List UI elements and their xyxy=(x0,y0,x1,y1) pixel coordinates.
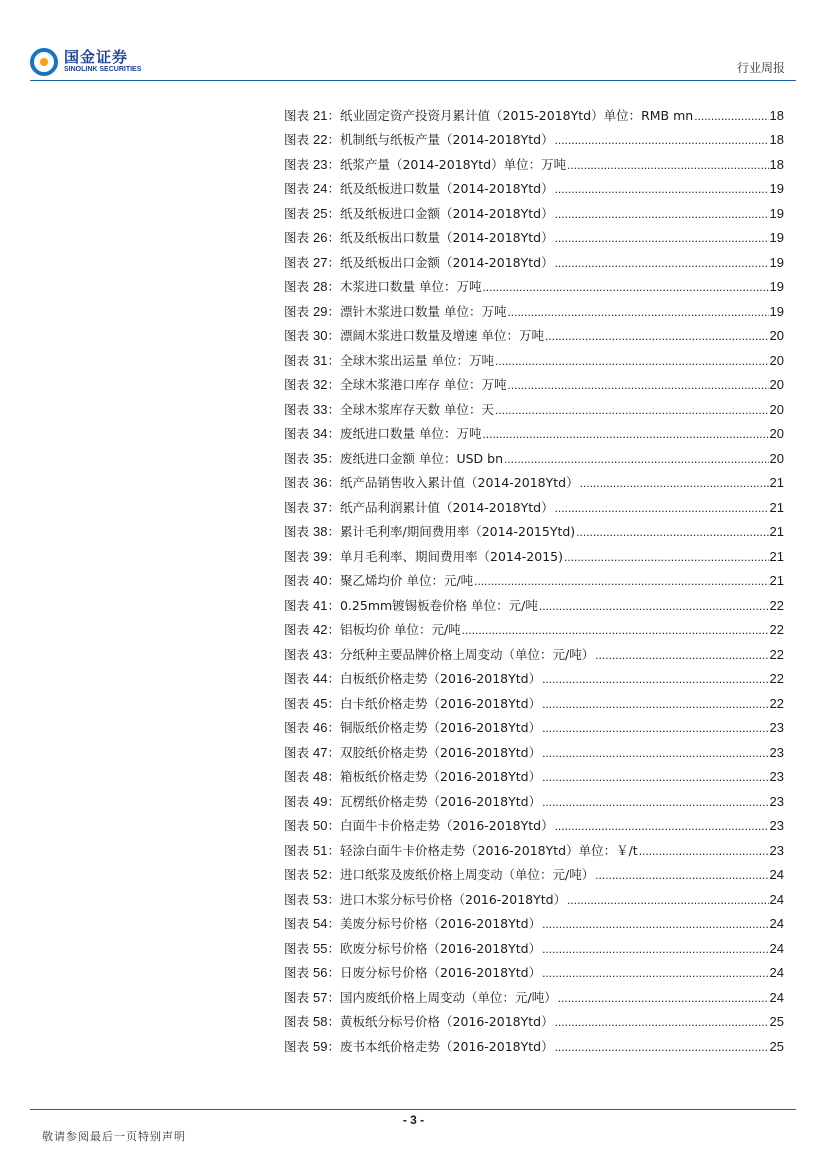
toc-entry[interactable] xyxy=(284,443,784,468)
toc-entry[interactable] xyxy=(284,615,784,640)
toc-entry[interactable] xyxy=(284,762,784,787)
toc-entry-page: 25 xyxy=(769,1038,784,1054)
toc-entry-title: 纸及纸板出口金额（2014-2018Ytd） xyxy=(339,254,554,270)
toc-entry-label: 图表 xyxy=(284,156,310,172)
toc-entry-leader xyxy=(595,866,768,884)
toc-entry[interactable] xyxy=(284,933,784,958)
toc-entry-label: 图表 xyxy=(284,352,310,368)
toc-entry-page: 22 xyxy=(769,695,784,711)
toc-entry-heading: 图表 59：废书本纸价格走势（2016-2018Ytd） xyxy=(284,1038,554,1054)
toc-entry-heading: 图表 28：木浆进口数量 单位：万吨 xyxy=(284,279,482,294)
toc-entry-leader xyxy=(545,327,769,345)
toc-entry-title: 瓦楞纸价格走势（2016-2018Ytd） xyxy=(339,793,542,809)
toc-entry-title: 漂阔木浆进口数量及增速 单位：万吨 xyxy=(339,328,544,343)
toc-entry[interactable] xyxy=(284,713,784,738)
toc-entry-title: 废书本纸价格走势（2016-2018Ytd） xyxy=(339,1038,554,1054)
toc-entry[interactable] xyxy=(284,394,784,419)
toc-entry-title: 铝板均价 单位：元/吨 xyxy=(339,622,461,637)
toc-entry-label: 图表 xyxy=(284,401,310,417)
toc-entry-leader xyxy=(580,474,769,492)
toc-entry-leader xyxy=(694,107,768,125)
toc-entry-label: 图表 xyxy=(284,940,310,956)
toc-entry-title: 机制纸与纸板产量（2014-2018Ytd） xyxy=(339,132,554,147)
toc-entry[interactable] xyxy=(284,198,784,223)
toc-entry-title: 全球木浆港口库存 单位：万吨 xyxy=(339,377,507,392)
toc-entry-page: 20 xyxy=(769,377,784,392)
toc-entry-title: 纸及纸板进口数量（2014-2018Ytd） xyxy=(339,181,554,196)
toc-entry[interactable] xyxy=(284,321,784,346)
toc-entry[interactable] xyxy=(284,639,784,664)
toc-entry-heading: 图表 24：纸及纸板进口数量（2014-2018Ytd） xyxy=(284,181,554,196)
toc-entry-number: 38 xyxy=(313,524,328,539)
toc-entry-page: 22 xyxy=(769,597,784,613)
toc-entry-heading: 图表 54：美废分标号价格（2016-2018Ytd） xyxy=(284,916,542,931)
toc-entry[interactable] xyxy=(284,468,784,493)
toc-entry[interactable] xyxy=(284,272,784,297)
toc-entry-label: 图表 xyxy=(284,1038,310,1054)
toc-entry-number: 41 xyxy=(313,597,328,613)
toc-entry-number: 30 xyxy=(313,328,328,343)
toc-entry-page: 19 xyxy=(769,230,784,245)
toc-entry-page: 22 xyxy=(769,622,784,637)
toc-entry-label: 图表 xyxy=(284,818,310,833)
toc-entry[interactable] xyxy=(284,296,784,321)
toc-entry-page: 19 xyxy=(769,254,784,270)
toc-entry-label: 图表 xyxy=(284,867,310,882)
toc-entry-heading: 图表 31：全球木浆出运量 单位：万吨 xyxy=(284,352,494,368)
toc-entry-title: 纸及纸板进口金额（2014-2018Ytd） xyxy=(339,205,554,221)
toc-entry[interactable] xyxy=(284,174,784,199)
toc-entry[interactable] xyxy=(284,149,784,174)
toc-entry-leader xyxy=(595,646,768,664)
toc-entry[interactable] xyxy=(284,345,784,370)
toc-entry-heading: 图表 47：双胶纸价格走势（2016-2018Ytd） xyxy=(284,744,542,760)
toc-entry-label: 图表 xyxy=(284,230,310,245)
toc-entry-title: 漂针木浆进口数量 单位：万吨 xyxy=(339,303,507,319)
table-of-figures xyxy=(284,100,784,1056)
toc-entry-number: 59 xyxy=(313,1038,328,1054)
toc-entry-number: 48 xyxy=(313,769,328,784)
toc-entry-page: 20 xyxy=(769,426,784,441)
toc-entry-page: 21 xyxy=(769,548,784,564)
toc-entry-title: 纸业固定资产投资月累计值（2015-2018Ytd）单位：RMB mn xyxy=(339,107,694,123)
toc-entry-leader xyxy=(482,278,768,296)
toc-entry-title: 聚乙烯均价 单位：元/吨 xyxy=(339,573,474,588)
toc-entry-leader xyxy=(555,205,769,223)
toc-entry-heading: 图表 55：欧废分标号价格（2016-2018Ytd） xyxy=(284,940,542,956)
toc-entry-leader xyxy=(482,425,768,443)
toc-entry-page: 19 xyxy=(769,181,784,196)
toc-entry-number: 25 xyxy=(313,205,328,221)
toc-entry-label: 图表 xyxy=(284,965,310,980)
toc-entry-title: 轻涂白面牛卡价格走势（2016-2018Ytd）单位：￥/t xyxy=(339,842,638,858)
page-number: - 3 - xyxy=(402,1113,425,1127)
toc-entry-leader xyxy=(542,695,768,713)
toc-entry[interactable] xyxy=(284,125,784,150)
toc-entry-heading: 图表 33：全球木浆库存天数 单位：天 xyxy=(284,401,494,417)
toc-entry-number: 23 xyxy=(313,156,328,172)
toc-entry[interactable] xyxy=(284,1007,784,1032)
toc-entry-title: 全球木浆出运量 单位：万吨 xyxy=(339,352,494,368)
toc-entry-label: 图表 xyxy=(284,205,310,221)
toc-entry[interactable] xyxy=(284,492,784,517)
toc-entry-title: 美废分标号价格（2016-2018Ytd） xyxy=(339,916,542,931)
toc-entry-heading: 图表 49：瓦楞纸价格走势（2016-2018Ytd） xyxy=(284,793,542,809)
toc-entry-leader xyxy=(507,303,768,321)
toc-entry-heading: 图表 43：分纸种主要品牌价格上周变动（单位：元/吨） xyxy=(284,646,595,662)
toc-entry-page: 23 xyxy=(769,769,784,784)
logo-english-name: SINOLINK SECURITIES xyxy=(64,66,142,73)
toc-entry-heading: 图表 26：纸及纸板出口数量（2014-2018Ytd） xyxy=(284,230,554,245)
toc-entry-page: 23 xyxy=(769,842,784,858)
toc-entry-leader xyxy=(564,548,769,566)
toc-entry-label: 图表 xyxy=(284,279,310,294)
report-type-label: 行业周报 xyxy=(736,61,785,75)
toc-entry-label: 图表 xyxy=(284,989,310,1005)
toc-entry-page: 22 xyxy=(769,646,784,662)
toc-entry-leader xyxy=(555,817,769,835)
toc-entry-leader xyxy=(567,891,768,909)
toc-entry-label: 图表 xyxy=(284,891,310,907)
toc-entry[interactable] xyxy=(284,688,784,713)
toc-entry-number: 54 xyxy=(313,916,328,931)
toc-entry-title: 白面牛卡价格走势（2016-2018Ytd） xyxy=(339,818,554,833)
toc-entry-page: 18 xyxy=(769,132,784,147)
toc-entry-leader xyxy=(555,499,769,517)
toc-entry[interactable] xyxy=(284,100,784,125)
toc-entry-label: 图表 xyxy=(284,132,310,147)
toc-entry-title: 单月毛利率、期间费用率（2014-2015) xyxy=(339,548,563,564)
toc-entry-title: 全球木浆库存天数 单位：天 xyxy=(339,401,494,417)
toc-entry-heading: 图表 53：进口木浆分标号价格（2016-2018Ytd） xyxy=(284,891,567,907)
toc-entry-page: 22 xyxy=(769,671,784,686)
toc-entry[interactable] xyxy=(284,884,784,909)
toc-entry-leader xyxy=(495,401,769,419)
page-header xyxy=(0,0,827,82)
toc-entry-number: 31 xyxy=(313,352,328,368)
toc-entry-leader xyxy=(542,915,768,933)
toc-entry-page: 20 xyxy=(769,328,784,343)
toc-entry-number: 53 xyxy=(313,891,328,907)
toc-entry-heading: 图表 56：日废分标号价格（2016-2018Ytd） xyxy=(284,965,542,980)
toc-entry-title: 纸及纸板出口数量（2014-2018Ytd） xyxy=(339,230,554,245)
toc-entry-page: 19 xyxy=(769,279,784,294)
toc-entry-number: 45 xyxy=(313,695,328,711)
toc-entry-title: 铜版纸价格走势（2016-2018Ytd） xyxy=(339,720,542,735)
toc-entry[interactable] xyxy=(284,419,784,444)
toc-entry-number: 42 xyxy=(313,622,328,637)
toc-entry-label: 图表 xyxy=(284,254,310,270)
toc-entry-title: 白卡纸价格走势（2016-2018Ytd） xyxy=(339,695,542,711)
toc-entry-heading: 图表 41：0.25mm镀锡板卷价格 单位：元/吨 xyxy=(284,597,538,613)
toc-entry-leader xyxy=(542,768,768,786)
toc-entry-leader xyxy=(542,744,768,762)
toc-entry-heading: 图表 58：黄板纸分标号价格（2016-2018Ytd） xyxy=(284,1014,554,1029)
toc-entry-title: 进口纸浆及废纸价格上周变动（单位：元/吨） xyxy=(339,867,595,882)
toc-entry-page: 24 xyxy=(769,965,784,980)
toc-entry-label: 图表 xyxy=(284,181,310,196)
toc-entry-leader xyxy=(542,719,768,737)
toc-entry-leader xyxy=(474,572,768,590)
toc-entry-title: 分纸种主要品牌价格上周变动（单位：元/吨） xyxy=(339,646,595,662)
toc-entry-title: 累计毛利率/期间费用率（2014-2015Ytd) xyxy=(339,524,576,539)
toc-entry-leader xyxy=(555,1038,769,1056)
toc-entry-number: 46 xyxy=(313,720,328,735)
toc-entry-leader xyxy=(462,621,769,639)
toc-entry[interactable] xyxy=(284,223,784,248)
toc-entry-title: 0.25mm镀锡板卷价格 单位：元/吨 xyxy=(339,597,538,613)
toc-entry-heading: 图表 36：纸产品销售收入累计值（2014-2018Ytd） xyxy=(284,475,579,490)
toc-entry-page: 24 xyxy=(769,867,784,882)
toc-entry[interactable] xyxy=(284,1031,784,1056)
toc-entry-title: 纸产品利润累计值（2014-2018Ytd） xyxy=(339,499,554,515)
toc-entry[interactable] xyxy=(284,517,784,542)
toc-entry-title: 纸产品销售收入累计值（2014-2018Ytd） xyxy=(339,475,579,490)
toc-entry-title: 进口木浆分标号价格（2016-2018Ytd） xyxy=(339,891,567,907)
toc-entry-page: 21 xyxy=(769,573,784,588)
footer-disclaimer: 敬请参阅最后一页特别声明 xyxy=(42,1130,186,1143)
toc-entry-leader xyxy=(567,156,768,174)
toc-entry-number: 47 xyxy=(313,744,328,760)
toc-entry-leader xyxy=(555,180,769,198)
toc-entry-label: 图表 xyxy=(284,548,310,564)
toc-entry-page: 23 xyxy=(769,793,784,809)
toc-entry-title: 箱板纸价格走势（2016-2018Ytd） xyxy=(339,769,542,784)
toc-entry-label: 图表 xyxy=(284,1014,310,1029)
toc-entry-heading: 图表 40：聚乙烯均价 单位：元/吨 xyxy=(284,573,474,588)
toc-entry-heading: 图表 45：白卡纸价格走势（2016-2018Ytd） xyxy=(284,695,542,711)
toc-entry-heading: 图表 27：纸及纸板出口金额（2014-2018Ytd） xyxy=(284,254,554,270)
toc-entry-heading: 图表 35：废纸进口金额 单位：USD bn xyxy=(284,450,503,466)
toc-entry-number: 56 xyxy=(313,965,328,980)
toc-entry-number: 55 xyxy=(313,940,328,956)
toc-entry-label: 图表 xyxy=(284,107,310,123)
toc-entry-page: 20 xyxy=(769,401,784,417)
toc-entry-page: 18 xyxy=(769,107,784,123)
toc-entry-leader xyxy=(558,989,769,1007)
toc-entry-title: 日废分标号价格（2016-2018Ytd） xyxy=(339,965,542,980)
toc-entry-heading: 图表 52：进口纸浆及废纸价格上周变动（单位：元/吨） xyxy=(284,867,595,882)
toc-entry-page: 21 xyxy=(769,499,784,515)
toc-entry[interactable] xyxy=(284,909,784,934)
toc-entry-title: 废纸进口金额 单位：USD bn xyxy=(339,450,503,466)
toc-entry-page: 21 xyxy=(769,475,784,490)
toc-entry-number: 49 xyxy=(313,793,328,809)
toc-entry-label: 图表 xyxy=(284,573,310,588)
toc-entry-heading: 图表 22：机制纸与纸板产量（2014-2018Ytd） xyxy=(284,132,554,147)
toc-entry-title: 黄板纸分标号价格（2016-2018Ytd） xyxy=(339,1014,554,1029)
footer-divider xyxy=(30,1109,796,1110)
toc-entry[interactable] xyxy=(284,982,784,1007)
toc-entry-heading: 图表 21：纸业固定资产投资月累计值（2015-2018Ytd）单位：RMB mn xyxy=(284,107,694,123)
toc-entry[interactable] xyxy=(284,541,784,566)
toc-entry[interactable] xyxy=(284,566,784,591)
toc-entry-page: 19 xyxy=(769,303,784,319)
toc-entry-number: 29 xyxy=(313,303,328,319)
toc-entry-title: 白板纸价格走势（2016-2018Ytd） xyxy=(339,671,542,686)
toc-entry-heading: 图表 44：白板纸价格走势（2016-2018Ytd） xyxy=(284,671,542,686)
toc-entry-label: 图表 xyxy=(284,499,310,515)
toc-entry-heading: 图表 42：铝板均价 单位：元/吨 xyxy=(284,622,461,637)
toc-entry-number: 22 xyxy=(313,132,328,147)
toc-entry-page: 23 xyxy=(769,818,784,833)
toc-entry-label: 图表 xyxy=(284,744,310,760)
toc-entry-label: 图表 xyxy=(284,695,310,711)
toc-entry-number: 35 xyxy=(313,450,328,466)
toc-entry-leader xyxy=(555,254,769,272)
logo-chinese-name: 国金证券 xyxy=(64,48,129,66)
toc-entry-leader xyxy=(542,964,768,982)
toc-entry-number: 40 xyxy=(313,573,328,588)
toc-entry-title: 双胶纸价格走势（2016-2018Ytd） xyxy=(339,744,542,760)
toc-entry-heading: 图表 32：全球木浆港口库存 单位：万吨 xyxy=(284,377,507,392)
toc-entry-leader xyxy=(539,597,769,615)
toc-entry-number: 44 xyxy=(313,671,328,686)
toc-entry-leader xyxy=(542,670,768,688)
toc-entry-label: 图表 xyxy=(284,450,310,466)
toc-entry-label: 图表 xyxy=(284,720,310,735)
toc-entry-heading: 图表 25：纸及纸板进口金额（2014-2018Ytd） xyxy=(284,205,554,221)
toc-entry-label: 图表 xyxy=(284,622,310,637)
toc-entry-number: 21 xyxy=(313,107,328,123)
toc-entry-page: 24 xyxy=(769,916,784,931)
toc-entry-leader xyxy=(542,793,768,811)
toc-entry-number: 51 xyxy=(313,842,328,858)
toc-entry-leader xyxy=(504,450,769,468)
toc-entry-label: 图表 xyxy=(284,793,310,809)
toc-entry-heading: 图表 48：箱板纸价格走势（2016-2018Ytd） xyxy=(284,769,542,784)
toc-entry-heading: 图表 50：白面牛卡价格走势（2016-2018Ytd） xyxy=(284,818,554,833)
toc-entry-page: 19 xyxy=(769,205,784,221)
toc-entry-leader xyxy=(542,940,768,958)
toc-entry-label: 图表 xyxy=(284,524,310,539)
toc-entry-leader xyxy=(639,842,769,860)
toc-entry-leader xyxy=(495,352,769,370)
toc-entry-title: 欧废分标号价格（2016-2018Ytd） xyxy=(339,940,542,956)
toc-entry-number: 27 xyxy=(313,254,328,270)
toc-entry-leader xyxy=(555,131,769,149)
toc-entry[interactable] xyxy=(284,590,784,615)
toc-entry-heading: 图表 34：废纸进口数量 单位：万吨 xyxy=(284,426,482,441)
toc-entry-page: 18 xyxy=(769,156,784,172)
toc-entry-page: 24 xyxy=(769,989,784,1005)
toc-entry-number: 57 xyxy=(313,989,328,1005)
toc-entry-heading: 图表 29：漂针木浆进口数量 单位：万吨 xyxy=(284,303,507,319)
logo-mark-icon xyxy=(30,48,58,76)
toc-entry[interactable] xyxy=(284,247,784,272)
toc-entry-number: 33 xyxy=(313,401,328,417)
toc-entry[interactable] xyxy=(284,664,784,689)
toc-entry-label: 图表 xyxy=(284,475,310,490)
toc-entry-label: 图表 xyxy=(284,303,310,319)
toc-entry[interactable] xyxy=(284,958,784,983)
toc-entry-heading: 图表 57：国内废纸价格上周变动（单位：元/吨） xyxy=(284,989,557,1005)
toc-entry-leader xyxy=(555,1013,769,1031)
toc-entry-heading: 图表 46：铜版纸价格走势（2016-2018Ytd） xyxy=(284,720,542,735)
toc-entry-title: 木浆进口数量 单位：万吨 xyxy=(339,279,482,294)
toc-entry[interactable] xyxy=(284,811,784,836)
toc-entry-label: 图表 xyxy=(284,842,310,858)
toc-entry[interactable] xyxy=(284,737,784,762)
toc-entry-heading: 图表 51：轻涂白面牛卡价格走势（2016-2018Ytd）单位：￥/t xyxy=(284,842,638,858)
header-divider xyxy=(30,80,796,81)
company-logo xyxy=(30,46,170,80)
toc-entry-title: 纸浆产量（2014-2018Ytd）单位：万吨 xyxy=(339,156,567,172)
toc-entry-number: 34 xyxy=(313,426,328,441)
toc-entry-label: 图表 xyxy=(284,328,310,343)
toc-entry[interactable] xyxy=(284,835,784,860)
toc-entry-page: 24 xyxy=(769,940,784,956)
toc-entry-page: 24 xyxy=(769,891,784,907)
toc-entry-leader xyxy=(507,376,768,394)
toc-entry-number: 36 xyxy=(313,475,328,490)
toc-entry-heading: 图表 37：纸产品利润累计值（2014-2018Ytd） xyxy=(284,499,554,515)
toc-entry-page: 23 xyxy=(769,744,784,760)
toc-entry-number: 58 xyxy=(313,1014,328,1029)
toc-entry-number: 28 xyxy=(313,279,328,294)
toc-entry-number: 32 xyxy=(313,377,328,392)
toc-entry-page: 21 xyxy=(769,524,784,539)
toc-entry-label: 图表 xyxy=(284,671,310,686)
toc-entry-page: 20 xyxy=(769,450,784,466)
toc-entry-heading: 图表 23：纸浆产量（2014-2018Ytd）单位：万吨 xyxy=(284,156,567,172)
toc-entry-leader xyxy=(576,523,768,541)
toc-entry-number: 52 xyxy=(313,867,328,882)
toc-entry-heading: 图表 39：单月毛利率、期间费用率（2014-2015) xyxy=(284,548,563,564)
toc-entry-leader xyxy=(555,229,769,247)
toc-entry-title: 废纸进口数量 单位：万吨 xyxy=(339,426,482,441)
toc-entry-number: 39 xyxy=(313,548,328,564)
toc-entry-number: 26 xyxy=(313,230,328,245)
toc-entry[interactable] xyxy=(284,860,784,885)
toc-entry-label: 图表 xyxy=(284,646,310,662)
toc-entry-label: 图表 xyxy=(284,916,310,931)
toc-entry[interactable] xyxy=(284,370,784,395)
toc-entry-number: 43 xyxy=(313,646,328,662)
toc-entry-page: 25 xyxy=(769,1014,784,1029)
toc-entry-heading: 图表 38：累计毛利率/期间费用率（2014-2015Ytd) xyxy=(284,524,576,539)
toc-entry-label: 图表 xyxy=(284,377,310,392)
toc-entry-heading: 图表 30：漂阔木浆进口数量及增速 单位：万吨 xyxy=(284,328,544,343)
toc-entry-number: 50 xyxy=(313,818,328,833)
toc-entry-label: 图表 xyxy=(284,769,310,784)
toc-entry-title: 国内废纸价格上周变动（单位：元/吨） xyxy=(339,989,557,1005)
toc-entry[interactable] xyxy=(284,786,784,811)
toc-entry-page: 20 xyxy=(769,352,784,368)
toc-entry-number: 24 xyxy=(313,181,328,196)
toc-entry-number: 37 xyxy=(313,499,328,515)
toc-entry-page: 23 xyxy=(769,720,784,735)
toc-entry-label: 图表 xyxy=(284,597,310,613)
toc-entry-label: 图表 xyxy=(284,426,310,441)
